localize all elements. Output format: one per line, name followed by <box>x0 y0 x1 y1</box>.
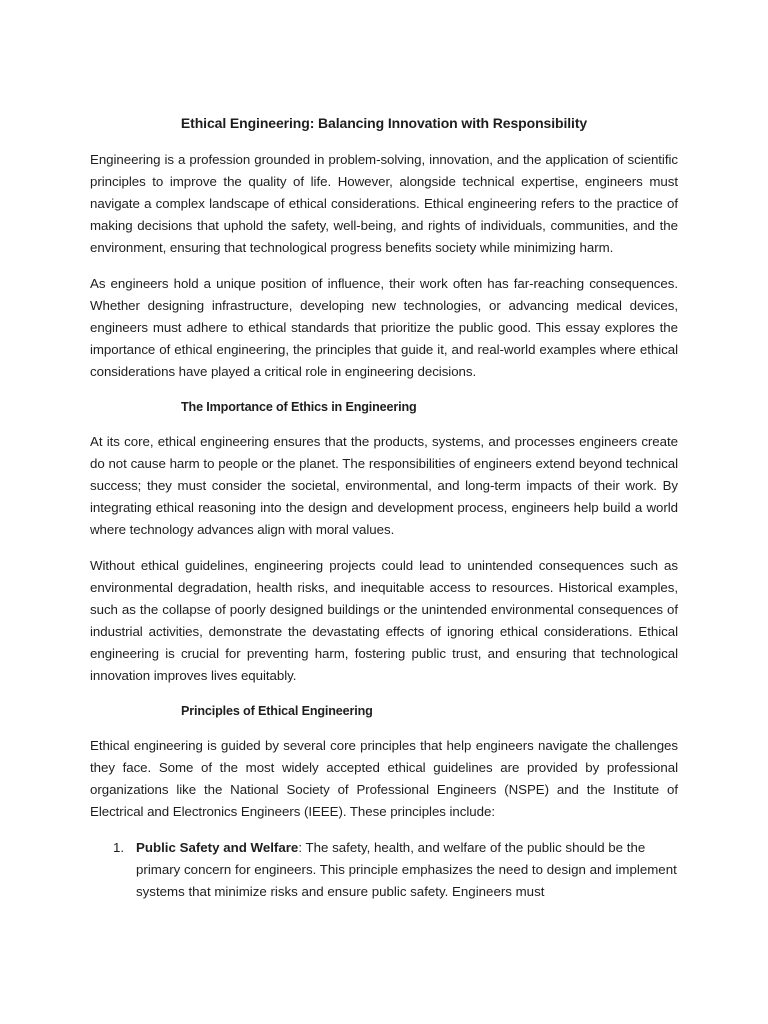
section-heading-importance: The Importance of Ethics in Engineering <box>181 400 417 414</box>
list-item-text: : The safety, health, and welfare of the public should be the primary concern for engineers. This principle emphasizes the need to design and implement systems that minimize risks and ensure public safety. Engineers must <box>136 840 677 899</box>
list-item-term: Public Safety and Welfare <box>136 840 299 855</box>
document-title: Ethical Engineering: Balancing Innovation with Responsibility <box>180 115 588 131</box>
section-heading-principles: Principles of Ethical Engineering <box>181 704 373 718</box>
list-item-number: 1. <box>113 840 125 855</box>
section-paragraph: At its core, ethical engineering ensures that the products, systems, and processes engineers create do not cause harm to people or the planet. The responsibilities of engineers extend beyond technical success; they must consider the societal, environmental, and long-term impacts of their work. By integrating ethical reasoning into the design and development process, engineers help build a world where technology advances align with moral values. <box>90 434 678 537</box>
intro-paragraph: Engineering is a profession grounded in problem-solving, innovation, and the application of scientific principles to improve the quality of life. However, alongside technical expertise, engineers must navigate a complex landscape of ethical considerations. Ethical engineering refers to the practice of making decisions that uphold the safety, well-being, and rights of individuals, communities, and the environment, ensuring that technological progress benefits society while minimizing harm. <box>90 152 678 255</box>
section-paragraph: Without ethical guidelines, engineering projects could lead to unintended consequences such as environmental degradation, health risks, and inequitable access to resources. Historical examples, such as the collapse of poorly designed buildings or the unintended environmental consequences of industrial activities, demonstrate the devastating effects of ignoring ethical considerations. Ethical engineering is crucial for preventing harm, fostering public trust, and ensuring that technological innovation improves lives equitably. <box>90 558 678 683</box>
intro-paragraph: As engineers hold a unique position of influence, their work often has far-reaching consequences. Whether designing infrastructure, developing new technologies, or advancing medical devices, engineers must adhere to ethical standards that prioritize the public good. This essay explores the importance of ethical engineering, the principles that guide it, and real-world examples where ethical considerations have played a critical role in engineering decisions. <box>90 276 678 379</box>
list-item <box>90 837 678 903</box>
principles-list <box>90 837 678 903</box>
section-paragraph: Ethical engineering is guided by several core principles that help engineers navigate the challenges they face. Some of the most widely accepted ethical guidelines are provided by professional organizations like the National Society of Professional Engineers (NSPE) and the Institute of Electrical and Electronics Engineers (IEEE). These principles include: <box>90 738 678 819</box>
document-body <box>90 113 678 903</box>
